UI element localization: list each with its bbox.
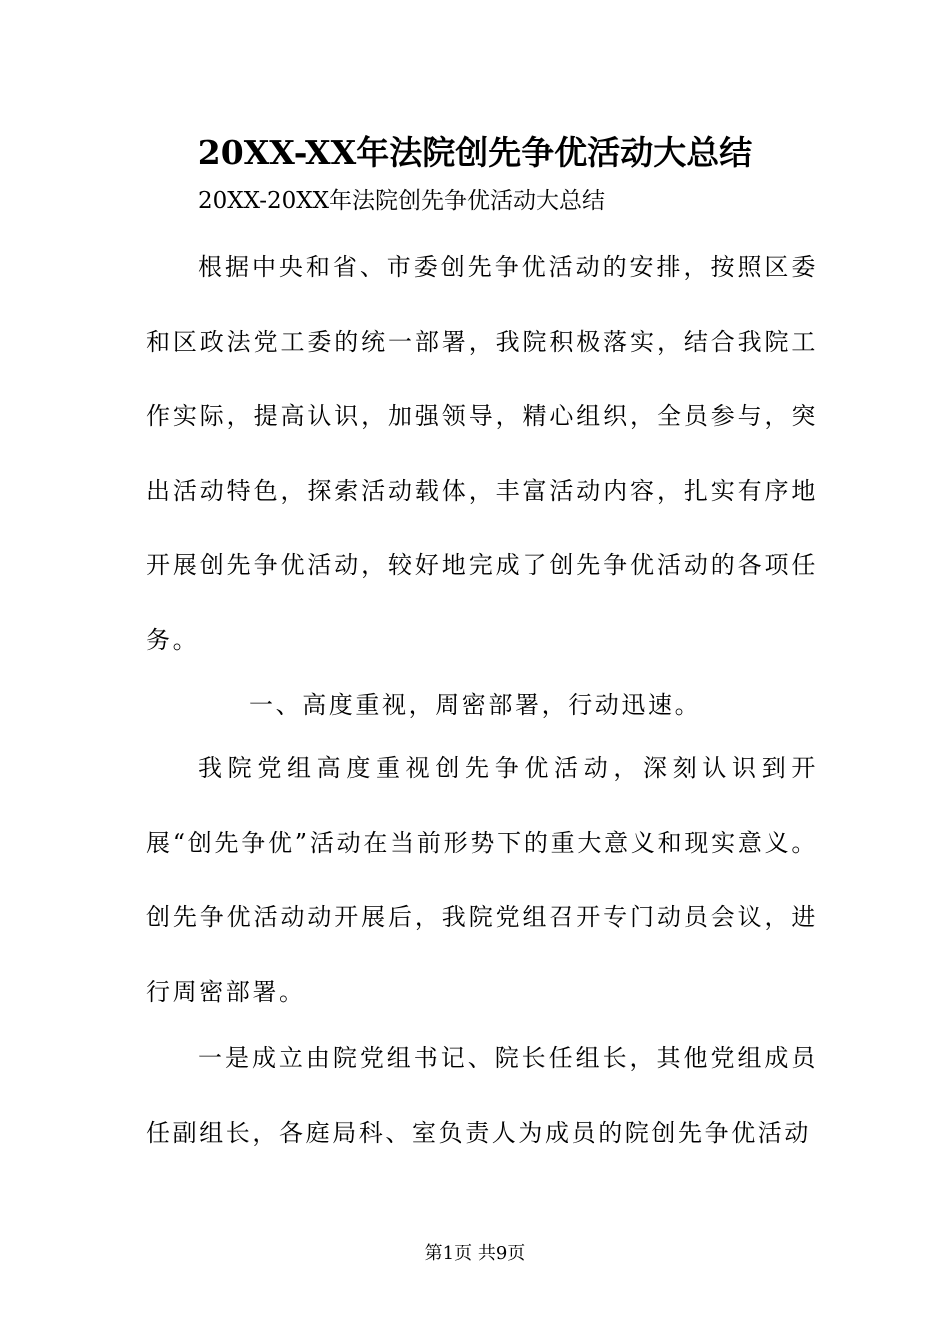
paragraph-section1: 我院党组高度重视创先争优活动，深刻认识到开展“创先争优”活动在当前形势下的重大意义和现实意义。创先争优活动动开展后，我院党组召开专门动员会议，进行周密部署。 [146,754,818,1006]
document-subtitle: 20XX-20XX年法院创先争优活动大总结 [198,188,605,214]
document-title: 20XX-XX年法院创先争优活动大总结 [197,133,753,172]
page-footer: 第1页 共9页 [424,1243,526,1264]
section-heading-1: 一、高度重视，周密部署，行动迅速。 [249,691,702,719]
paragraph-intro: 根据中央和省、市委创先争优活动的安排，按照区委和区政法党工委的统一部署，我院积极落实，结合我院工作实际，提高认识，加强领导，精心组织，全员参与，突出活动特色，探索活动载体，丰富活动内容，扎实有序地开展创先争优活动，较好地完成了创先争优活动的各项任务。 [146,253,818,654]
paragraph-section1-point1: 一是成立由院党组书记、院长任组长，其他党组成员任副组长，各庭局科、室负责人为成员的院创先争优活动 [146,1044,818,1147]
